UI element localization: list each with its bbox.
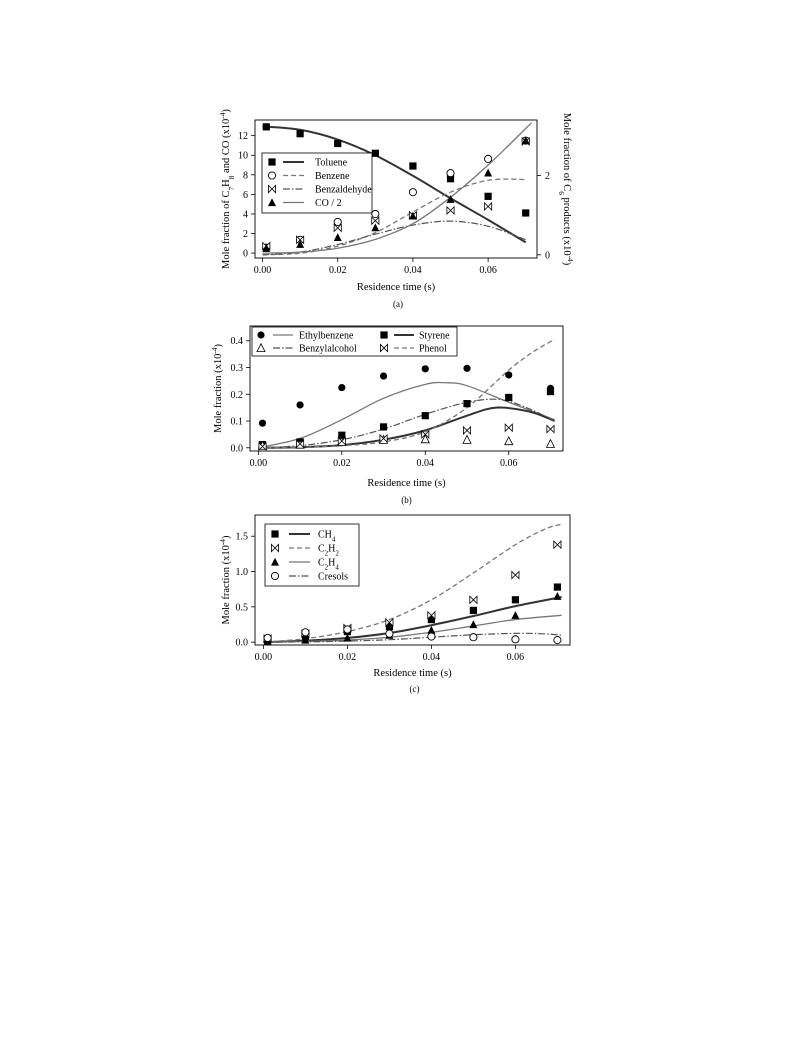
- data-point: [485, 203, 492, 210]
- data-point: [334, 218, 341, 225]
- data-point: [554, 583, 561, 590]
- data-point: [463, 400, 470, 407]
- data-point: [296, 401, 303, 408]
- data-point: [338, 384, 345, 391]
- data-point: [505, 371, 512, 378]
- legend: [262, 153, 372, 213]
- data-point: [554, 541, 561, 548]
- chart-panel-2: [210, 326, 564, 505]
- data-point: [511, 611, 519, 619]
- data-point: [264, 634, 271, 641]
- y-tick-label: 0.5: [235, 602, 248, 614]
- y-tick-label: 2: [243, 229, 248, 241]
- x-axis-label: Residence time (s): [356, 282, 436, 293]
- data-point: [485, 155, 492, 162]
- legend-label: CO / 2: [315, 198, 342, 209]
- data-point: [380, 372, 387, 379]
- data-point: [447, 207, 454, 214]
- x-tick-label: 0.02: [333, 458, 351, 469]
- legend-label: Benzene: [315, 171, 350, 182]
- legend-label: $C_2H_2$: [318, 543, 339, 558]
- x-tick-label: 0.04: [416, 458, 435, 469]
- x-tick-label: 0.06: [479, 265, 497, 276]
- data-point: [409, 189, 416, 196]
- y-tick-label: 6: [243, 189, 248, 201]
- legend-label: Styrene: [419, 330, 450, 342]
- x-tick-label: 0.00: [249, 458, 268, 469]
- data-point: [547, 425, 554, 432]
- x-tick-label: 0.06: [506, 652, 525, 663]
- data-point: [463, 427, 470, 434]
- panel-caption: (a): [393, 299, 403, 309]
- data-point: [372, 217, 379, 224]
- data-point: [512, 571, 519, 578]
- x-tick-label: 0.02: [328, 265, 347, 276]
- y-axis-label: Mole fraction of $C_7H_8$ and CO $(x10^{-4})$: [217, 109, 236, 269]
- data-point: [422, 365, 429, 372]
- legend-label: Toluene: [315, 157, 348, 169]
- y-tick-label: 0.0: [235, 637, 248, 649]
- x-tick-label: 0.04: [422, 652, 441, 663]
- x-tick-label: 0.06: [499, 458, 518, 469]
- panel-caption: (c): [409, 684, 420, 694]
- x-tick-label: 0.00: [253, 265, 272, 276]
- y-tick-label: 0.2: [230, 389, 243, 401]
- data-point: [554, 636, 561, 643]
- data-point: [463, 365, 470, 372]
- legend-label: Benzaldehyde: [315, 184, 372, 196]
- data-point: [334, 140, 341, 147]
- data-point: [386, 630, 393, 637]
- data-point: [297, 130, 304, 137]
- legend-marker: [268, 158, 275, 165]
- data-point: [344, 626, 351, 633]
- y-tick-label: 1.5: [235, 531, 248, 543]
- legend-marker: [257, 331, 264, 338]
- legend-marker: [380, 331, 387, 338]
- y-tick-label: 4: [243, 209, 248, 221]
- data-point: [553, 592, 561, 600]
- data-point: [447, 170, 454, 177]
- data-point: [547, 388, 554, 395]
- x-axis-label: Residence time (s): [373, 668, 452, 679]
- y-tick-label: 0.3: [230, 362, 243, 374]
- data-point: [428, 633, 435, 640]
- y-tick-label: 0.4: [230, 336, 243, 348]
- data-point: [259, 420, 266, 427]
- y-axis-label: Mole fraction $(x10^{-4})$: [217, 535, 232, 625]
- y-axis-label: Mole fraction $(x10^{-4})$: [209, 344, 224, 433]
- data-point: [409, 162, 416, 169]
- data-point: [470, 596, 477, 603]
- data-point: [470, 634, 477, 641]
- data-point: [422, 412, 429, 419]
- legend-marker: [268, 172, 275, 179]
- y-tick-label: 12: [238, 131, 248, 143]
- data-point: [263, 123, 270, 130]
- y2-axis-label: Mole fraction of $C_6$ products $(x10^{-4})$: [557, 112, 576, 266]
- data-point: [334, 233, 342, 241]
- y2-tick-label: 2: [545, 171, 550, 183]
- legend-marker: [271, 530, 278, 537]
- data-point: [546, 440, 554, 448]
- y-tick-label: 10: [238, 150, 248, 162]
- data-point: [371, 223, 379, 231]
- data-point: [485, 193, 492, 200]
- y-tick-label: 0: [243, 248, 248, 260]
- legend-label: Benzylalcohol: [299, 343, 357, 355]
- legend-label: Cresols: [318, 571, 348, 583]
- data-point: [372, 150, 379, 157]
- y-tick-label: 1.0: [235, 567, 248, 579]
- legend-label: $CH_4$: [318, 529, 336, 544]
- y-tick-label: 8: [243, 170, 248, 182]
- y-tick-label: 0.0: [230, 443, 243, 455]
- x-axis-label: Residence time (s): [367, 478, 446, 489]
- y2-tick-label: 0: [545, 250, 550, 262]
- data-point: [380, 423, 387, 430]
- data-point: [512, 636, 519, 643]
- data-point: [302, 629, 309, 636]
- data-point: [505, 437, 513, 445]
- panel-caption: (b): [401, 495, 412, 505]
- legend-marker: [271, 572, 278, 579]
- data-point: [469, 620, 477, 628]
- data-point: [470, 607, 477, 614]
- data-point: [463, 436, 471, 444]
- data-point: [484, 169, 492, 177]
- y-tick-label: 0.1: [230, 416, 243, 428]
- x-tick-label: 0.00: [254, 652, 273, 663]
- legend: [252, 327, 457, 356]
- data-point: [512, 596, 519, 603]
- legend: [265, 524, 359, 586]
- legend-label: Phenol: [419, 343, 447, 355]
- x-tick-label: 0.02: [338, 652, 357, 663]
- legend-label: Ethylbenzene: [299, 330, 354, 342]
- data-point: [505, 394, 512, 401]
- data-point: [372, 210, 379, 217]
- chart-panel-3: [218, 515, 571, 694]
- data-point: [505, 424, 512, 431]
- legend-label: $C_2H_4$: [318, 557, 339, 572]
- data-point: [522, 209, 529, 216]
- chart-panel-1: [218, 109, 576, 309]
- x-tick-label: 0.04: [404, 265, 422, 276]
